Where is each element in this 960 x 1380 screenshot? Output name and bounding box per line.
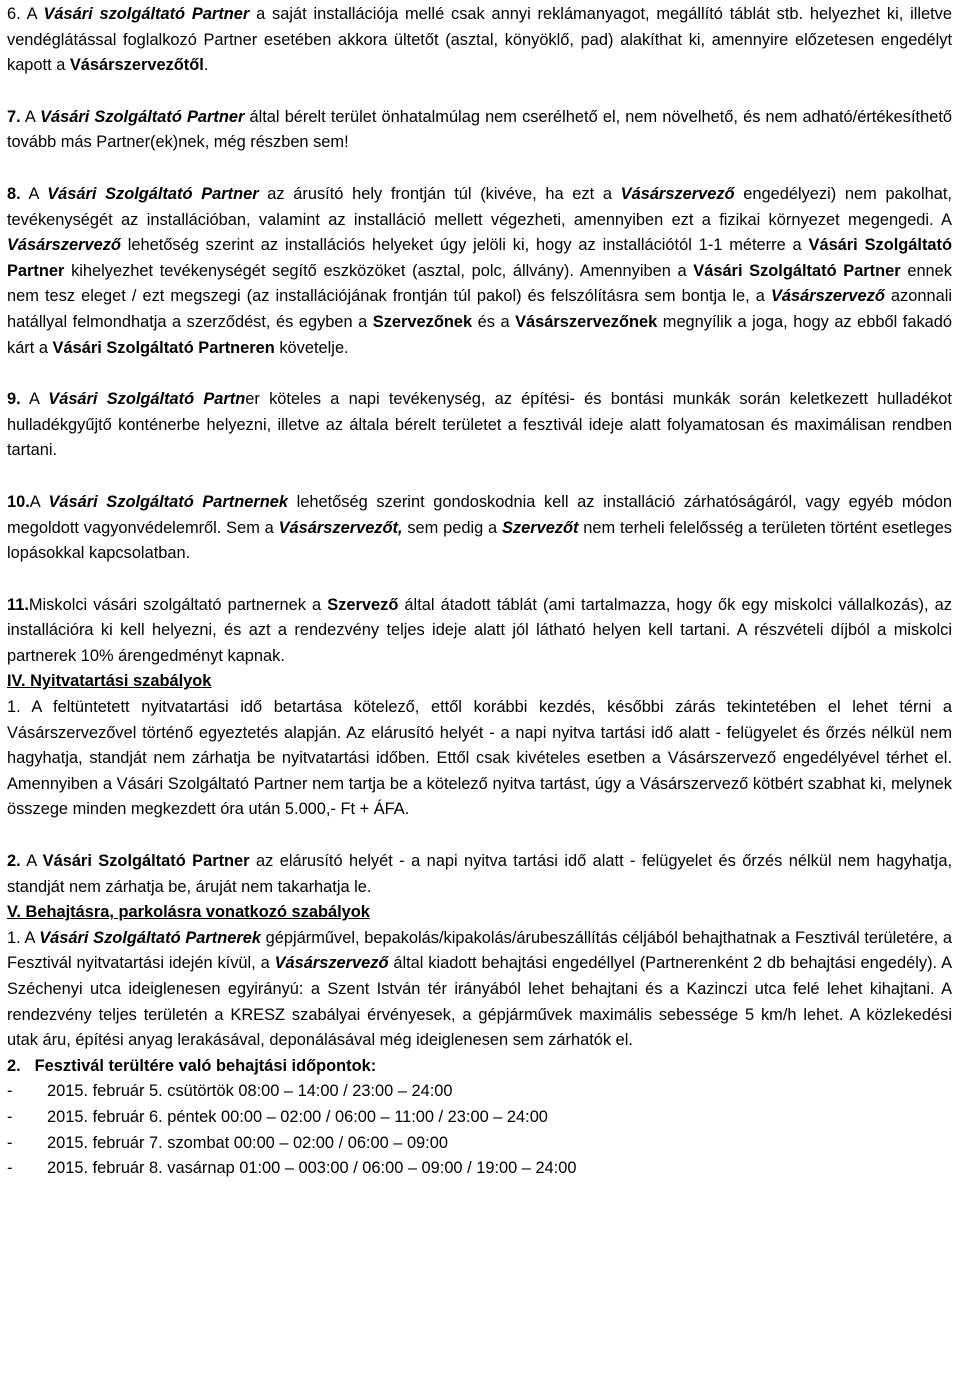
section-iv-paragraph-1: 1. A feltüntetett nyitvatartási idő betartása kötelező, ettől korábbi kezdés, későbbi zárás tekintetében el lehet térni a Vásárszervezővel történő egyeztetés alapján. Az elárusító helyét - a napi nyitva tartási idő alatt - felügyelet és őrzés nélkül nem hagyhatja, standját nem zárhatja be nyitvatartási időben. Ettől csak kivételes esetben a Vásárszervező engedélyével térhet el. Amennyiben a Vásári Szolgáltató Partner nem tartja be a kötelező nyitva tartást, úgy a Vásárszervező kötbért szabhat ki, melynek összege minden megkezdett óra után 5.000,- Ft + ÁFA.	[7, 698, 952, 819]
emphasis: Vásári Szolgáltató Partner	[7, 236, 952, 280]
dash-bullet: -	[7, 1159, 13, 1178]
emphasis: Szervezőt	[501, 518, 579, 537]
emphasis: Vásárszervező	[770, 287, 885, 306]
paragraph-number: 1.	[7, 928, 21, 947]
paragraph-number: 2.	[7, 852, 21, 871]
list-item: - 2015. február 5. csütörtök 08:00 – 14:00 / 23:00 – 24:00	[7, 1079, 952, 1105]
paragraph-7: 7. A Vásári Szolgáltató Partner által bérelt terület önhatalmúlag nem cserélhető el, nem növelhető, és nem adható/értékesíthető tovább más Partner(ek)nek, még részben sem!	[7, 107, 952, 152]
emphasis: Szervező	[327, 595, 399, 614]
paragraph-10: 10.A Vásári Szolgáltató Partnernek lehetőség szerint gondoskodnia kell az installáció zárhatóságáról, vagy egyéb módon megoldott vagyonvédelemről. Sem a Vásárszervezőt, sem pedig a Szervezőt nem terheli felelősség a területen történt esetleges lopásokkal kapcsolatban.	[7, 492, 952, 563]
emphasis: Vásárszervezőtől	[69, 56, 204, 75]
emphasis: Vásári Szolgáltató Partnernek	[48, 492, 288, 511]
paragraph-number: 7.	[7, 107, 21, 126]
entry-times-list	[7, 1079, 952, 1181]
paragraph-number: 8.	[7, 184, 21, 203]
emphasis: Vásári szolgáltató Partner	[43, 5, 250, 23]
dash-bullet: -	[7, 1082, 13, 1101]
paragraph-11: 11.Miskolci vásári szolgáltató partnernek a Szervező által átadott táblát (ami tartalmazza, hogy ők egy miskolci vállalkozás), az installációra ki kell helyezni, és azt a rendezvény teljes ideje alatt jól látható helyen kell tartani. A részvételi díjból a miskolci partnerek 10% árengedményt kapnak.	[7, 595, 952, 665]
emphasis: Szervezőnek	[372, 312, 473, 331]
paragraph-number: 10.	[7, 492, 30, 511]
section-heading-iv: IV. Nyitvatartási szabályok	[7, 672, 212, 691]
section-heading-v: V. Behajtásra, parkolásra vonatkozó szabályok	[7, 903, 370, 922]
section-iv-paragraph-2: 2. A Vásári Szolgáltató Partner az elárusító helyét - a napi nyitva tartási idő alatt - felügyelet és őrzés nélkül nem hagyhatja, standját nem zárhatja be, áruját nem takarhatja le.	[7, 852, 952, 896]
emphasis: Vásárszervező	[620, 184, 735, 203]
emphasis: Vásári Szolgáltató Partn	[48, 390, 246, 409]
paragraph-9: 9. A Vásári Szolgáltató Partner köteles a napi tevékenység, az építési- és bontási munkák során keletkezett hulladékot hulladékgyűjtő konténerbe helyezni, illetve az általa bérelt területet a fesztivál ideje alatt folyamatosan és maximálisan rendben tartani.	[7, 390, 952, 460]
paragraph-number: 6.	[7, 5, 21, 23]
paragraph-6: 6. A Vásári szolgáltató Partner a saját installációja mellé csak annyi reklámanyagot, megállító táblát stb. helyezhet ki, illetve vendéglátással foglalkozó Partner esetében akkora ültetőt (asztal, könyöklő, pad) alakíthat ki, amennyire előzetesen engedélyt kapott a Vásárszervezőtől.	[7, 5, 952, 75]
emphasis: Vásári Szolgáltató Partner	[42, 852, 250, 871]
paragraph-number: 1.	[7, 698, 21, 717]
subheading-text: Fesztivál terültére való behajtási időpontok:	[34, 1056, 377, 1075]
paragraph-number: 2.	[7, 1056, 21, 1075]
emphasis: Vásári Szolgáltató Partneren	[52, 338, 275, 357]
emphasis: Vásárszervező	[274, 954, 389, 973]
emphasis: Vásárszervezőt,	[278, 518, 403, 537]
list-item: - 2015. február 6. péntek 00:00 – 02:00 / 06:00 – 11:00 / 23:00 – 24:00	[7, 1105, 952, 1131]
emphasis: Vásárszervező	[7, 236, 121, 255]
paragraph-number: 11.	[7, 595, 29, 614]
dash-bullet: -	[7, 1133, 13, 1152]
emphasis: Vásári Szolgáltató Partner	[693, 261, 901, 280]
emphasis: Vásári Szolgáltató Partner	[40, 107, 245, 126]
emphasis: Vásárszervezőnek	[515, 312, 658, 331]
list-item: - 2015. február 7. szombat 00:00 – 02:00 / 06:00 – 09:00	[7, 1131, 952, 1157]
emphasis: Vásári Szolgáltató Partnerek	[39, 928, 261, 947]
dash-bullet: -	[7, 1107, 13, 1126]
list-item: - 2015. február 8. vasárnap 01:00 – 003:00 / 06:00 – 09:00 / 19:00 – 24:00	[7, 1156, 952, 1182]
paragraph-number: 9.	[7, 390, 21, 409]
section-v-paragraph-2-heading	[7, 1054, 952, 1080]
paragraph-8: 8. A Vásári Szolgáltató Partner az árusító hely frontján túl (kivéve, ha ezt a Vásárszervező engedélyezi) nem pakolhat, tevékenységét az installációban, valamint az installáció mellett végezheti, amennyiben ezt a fizikai környezet megengedi. A Vásárszervező lehetőség szerint az installációs helyeket úgy jelöli ki, hogy az installációtól 1-1 méterre a Vásári Szolgáltató Partner kihelyezhet tevékenységét segítő eszközöket (asztal, polc, állvány). Amennyiben a Vásári Szolgáltató Partner ennek nem tesz eleget / ezt megszegi (az installációjának frontján túl pakol) és felszólításra sem bontja le, a Vásárszervező azonnali hatállyal felmondhatja a szerződést, és egyben a Szervezőnek és a Vásárszervezőnek megnyílik a joga, hogy az ebből fakadó kárt a Vásári Szolgáltató Partneren követelje.	[7, 184, 952, 357]
section-v-paragraph-1: 1. A Vásári Szolgáltató Partnerek gépjárművel, bepakolás/kipakolás/árubeszállítás céljából behajthatnak a Fesztivál területére, a Fesztivál nyitvatartási idején kívül, a Vásárszervező által kiadott behajtási engedéllyel (Partnerenként 2 db behajtási engedély). A Széchenyi utca ideiglenesen egyirányú: a Szent István tér irányából lehet behajtani és a Kazinczi utca felé lehet kihajtani. A rendezvény teljes területén a KRESZ szabályai érvényesek, a gépjárművek maximális sebessége 5 km/h lehet. A közlekedési utak áru, építési anyag lerakásával, deponálásával még ideiglenesen sem zárhatók el.	[7, 928, 952, 1050]
emphasis: Vásári Szolgáltató Partner	[47, 184, 259, 203]
